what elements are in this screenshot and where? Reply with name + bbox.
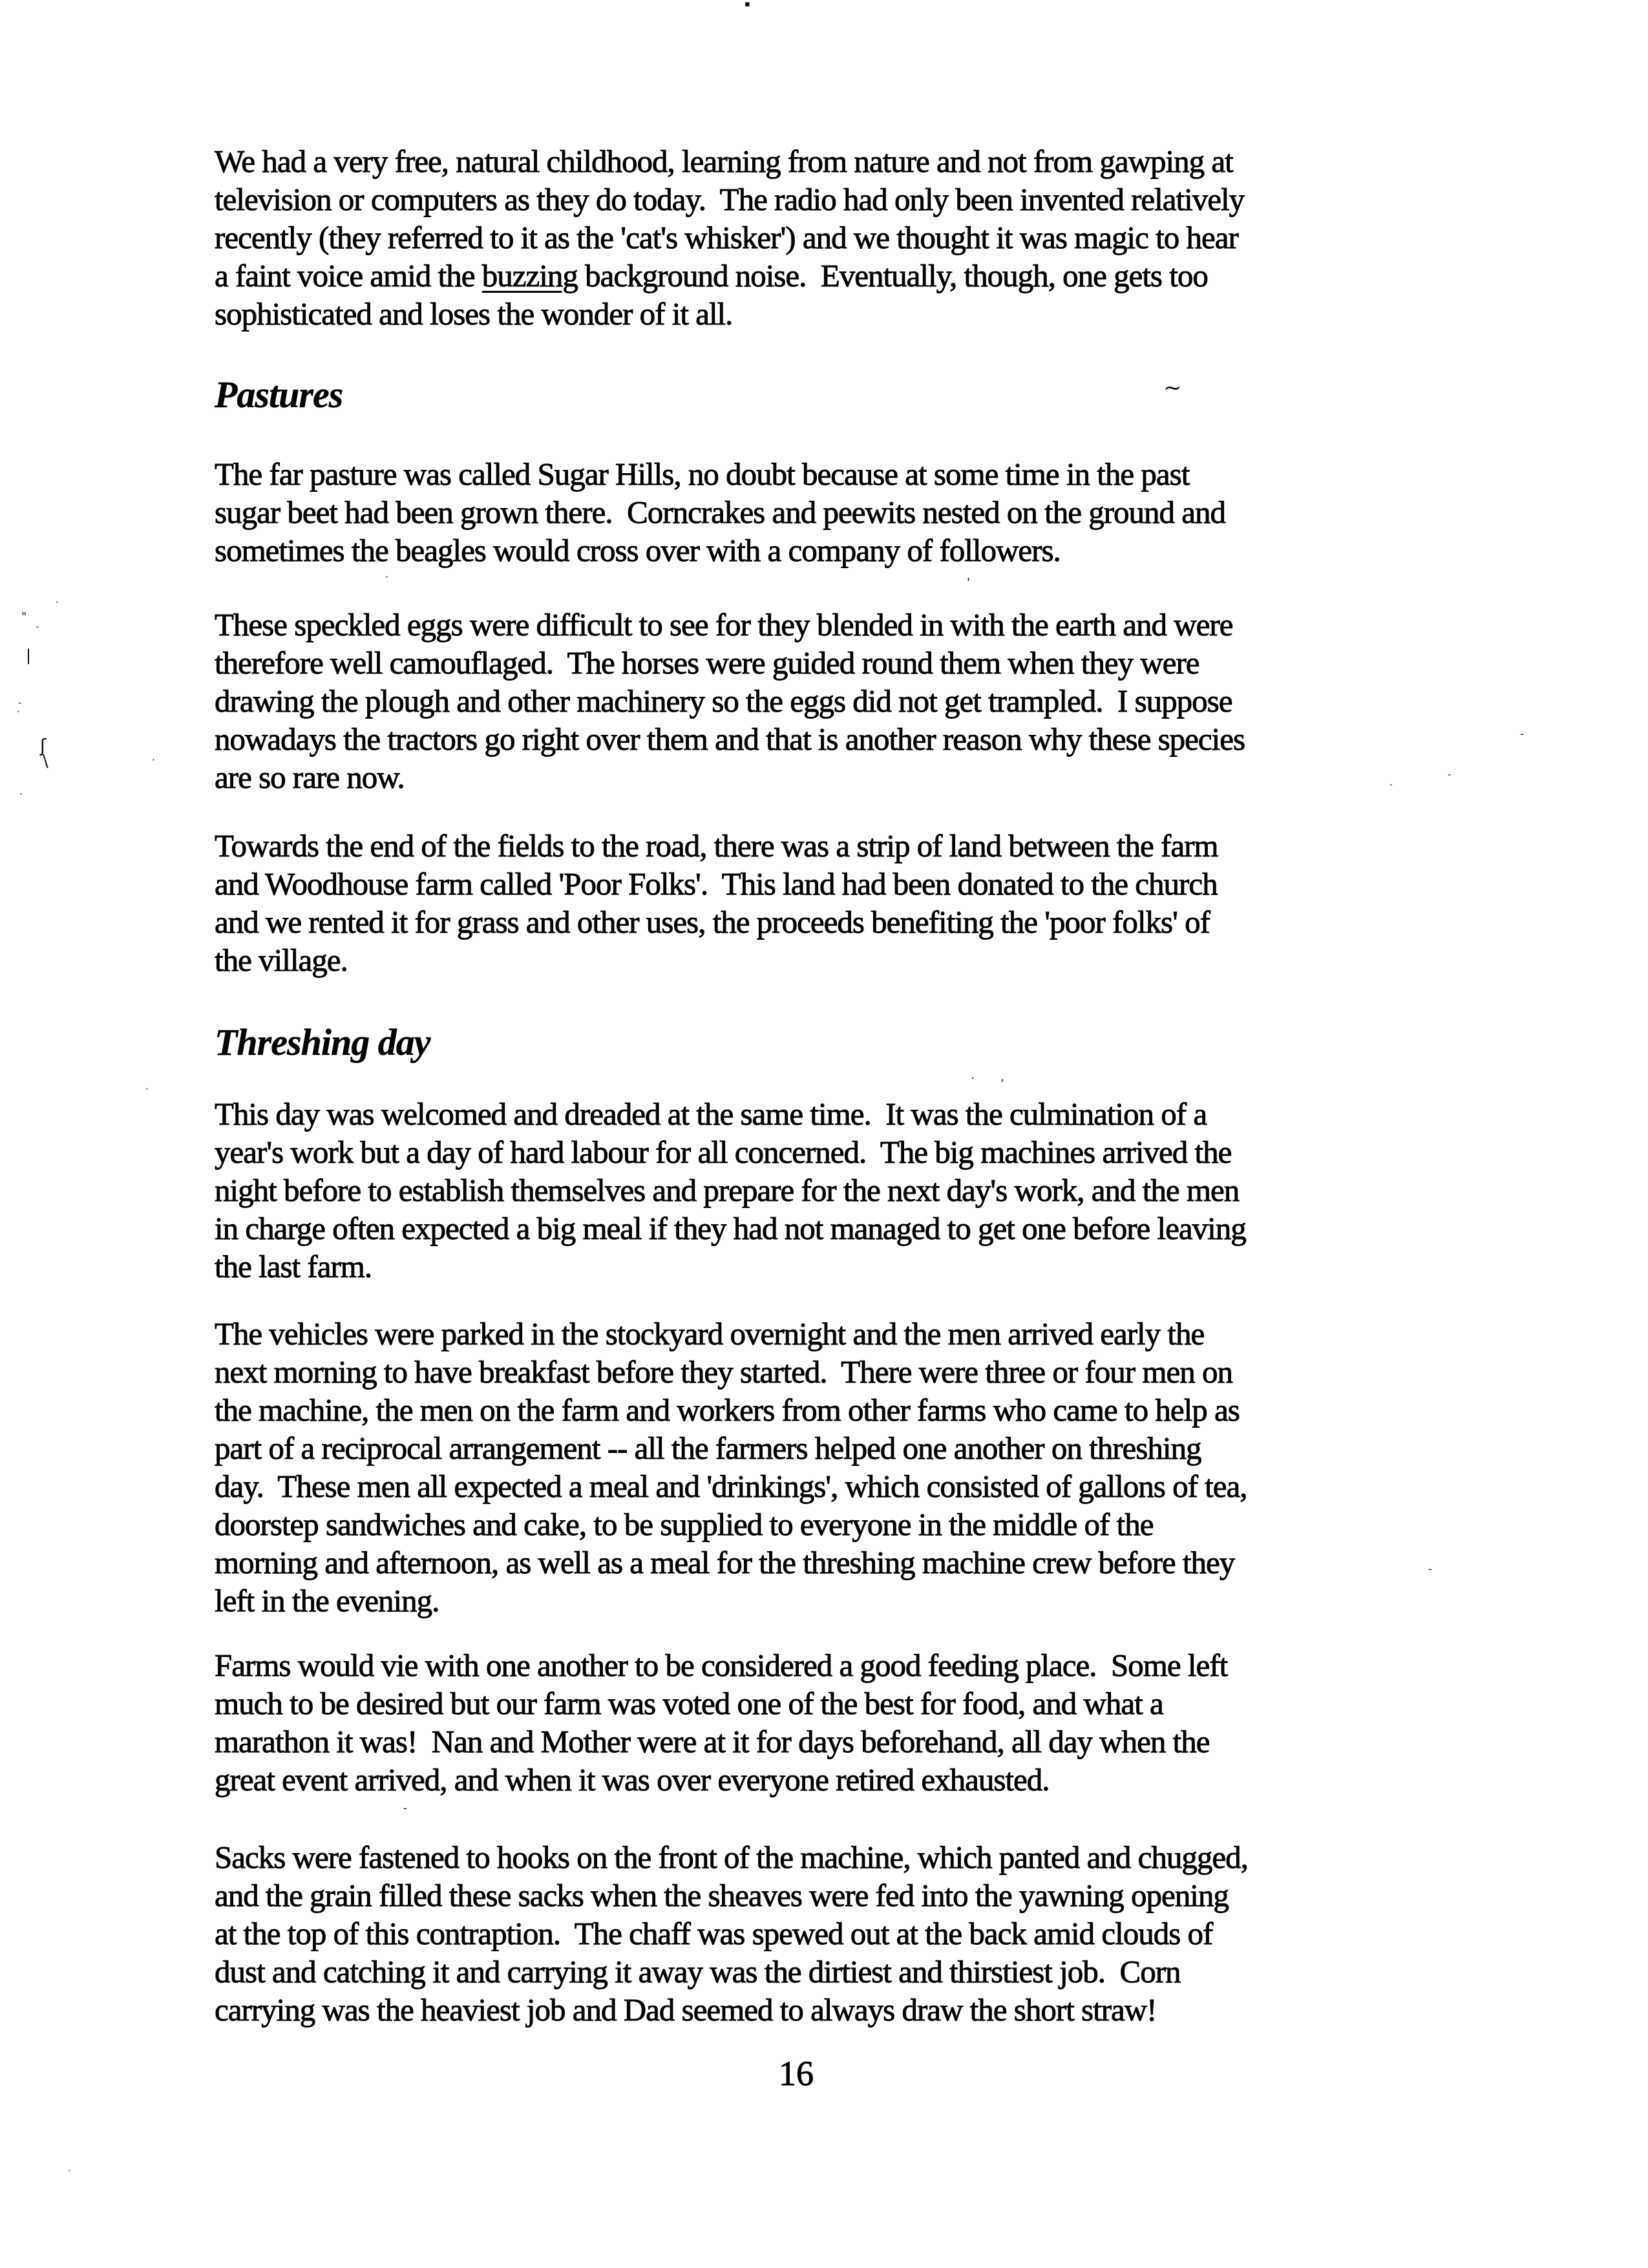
- text-line: sugar beet had been grown there. Corncrakes and peewits nested on the ground and: [215, 494, 1226, 530]
- text-line: dust and catching it and carrying it away was the dirtiest and thirstiest job. Corn: [215, 1954, 1181, 1989]
- text-line: part of a reciprocal arrangement -- all the farmers helped one another on threshing: [215, 1430, 1201, 1466]
- scan-noise-mark: .: [971, 1068, 975, 1082]
- scan-noise-mark: ·: [19, 789, 23, 800]
- scan-noise-mark: -: [1448, 770, 1452, 780]
- text-line: The vehicles were parked in the stockyard overnight and the men arrived early the: [215, 1316, 1205, 1351]
- scan-noise-mark: ·: [56, 597, 59, 608]
- scan-noise-mark: ~: [1163, 375, 1182, 401]
- scan-noise-mark: ·: [145, 1083, 149, 1095]
- paragraph-threshing-welcomed: [215, 1095, 1391, 1286]
- scan-noise-mark: .: [36, 618, 39, 630]
- text-segment: a faint voice amid the: [215, 258, 482, 293]
- text-line: much to be desired but our farm was voted one of the best for food, and what a: [215, 1686, 1163, 1721]
- scan-noise-mark: ": [21, 610, 27, 624]
- text-line: carrying was the heaviest job and Dad seemed to always draw the short straw!: [215, 1992, 1157, 2028]
- text-line: day. These men all expected a meal and 'drinkings', which consisted of gallons of tea,: [215, 1468, 1247, 1504]
- text-line: Towards the end of the fields to the road, there was a strip of land between the farm: [215, 828, 1218, 864]
- scan-noise-mark: |: [26, 646, 32, 664]
- text-line: This day was welcomed and dreaded at the same time. It was the culmination of a: [215, 1096, 1207, 1132]
- text-line: recently (they referred to it as the 'cat's whisker') and we thought it was magic to hear: [215, 220, 1238, 255]
- text-line: at the top of this contraption. The chaff was spewed out at the back amid clouds of: [215, 1916, 1213, 1951]
- scan-noise-mark: -: [1389, 780, 1393, 790]
- scan-noise-mark: ·: [385, 571, 389, 583]
- text-line: nowadays the tractors go right over them and that is another reason why these species: [215, 721, 1245, 757]
- scan-noise-mark: ·: [152, 754, 156, 766]
- scan-noise-mark: -: [1428, 1563, 1432, 1575]
- text-line: and the grain filled these sacks when the sheaves were fed into the yawning opening: [215, 1878, 1229, 1913]
- scan-noise-mark: ·: [68, 2166, 71, 2176]
- text-line: the last farm.: [215, 1249, 372, 1284]
- text-line: sometimes the beagles would cross over with a company of followers.: [215, 533, 1061, 568]
- text-line: television or computers as they do today. The radio had only been invented relatively: [215, 182, 1245, 217]
- scan-noise-mark: -: [403, 1802, 408, 1815]
- text-line: the machine, the men on the farm and workers from other farms who came to help as: [215, 1392, 1240, 1428]
- text-line: We had a very free, natural childhood, learning from nature and not from gawping at: [215, 143, 1233, 179]
- text-line: next morning to have breakfast before they started. There were three or four men on: [215, 1354, 1232, 1390]
- text-line: doorstep sandwiches and cake, to be supplied to everyone in the middle of the: [215, 1507, 1154, 1542]
- text-line: year's work but a day of hard labour for all concerned. The big machines arrived the: [215, 1134, 1232, 1170]
- text-line: marathon it was! Nan and Mother were at it for days beforehand, all day when the: [215, 1724, 1210, 1759]
- text-line: are so rare now.: [215, 759, 405, 795]
- scan-noise-mark: -: [18, 697, 22, 708]
- scan-noise-mark: .: [17, 703, 20, 715]
- text-line: Farms would vie with one another to be considered a good feeding place. Some left: [215, 1648, 1228, 1683]
- scan-noise-mark: ,: [1000, 1070, 1004, 1084]
- text-line: sophisticated and loses the wonder of it all.: [215, 296, 733, 332]
- text-line: drawing the plough and other machinery so the eggs did not get trampled. I suppose: [215, 683, 1232, 719]
- text-line: Sacks were fastened to hooks on the front of the machine, which panted and chugged,: [215, 1839, 1248, 1875]
- text-line: morning and afternoon, as well as a meal for the threshing machine crew before they: [215, 1545, 1235, 1580]
- scan-noise-mark: ▪: [745, 0, 750, 9]
- text-line: [215, 257, 1391, 295]
- text-line: left in the evening.: [215, 1583, 439, 1618]
- scan-noise-mark: ': [967, 576, 970, 589]
- section-heading-threshing-day: Threshing day: [215, 1021, 430, 1063]
- scan-noise-mark: ʃ: [40, 735, 47, 756]
- text-line: the village.: [215, 942, 348, 978]
- text-line: night before to establish themselves and prepare for the next day's work, and the men: [215, 1172, 1240, 1208]
- text-line: and Woodhouse farm called 'Poor Folks'. This land had been donated to the church: [215, 866, 1218, 902]
- text-line: and we rented it for grass and other uses, the proceeds benefiting the 'poor folks' of: [215, 904, 1210, 940]
- text-line: in charge often expected a big meal if they had not managed to get one before leaving: [215, 1211, 1246, 1246]
- paragraph-speckled-eggs: [215, 606, 1391, 796]
- scan-noise-mark: \: [43, 752, 48, 771]
- paragraph-vehicles-stockyard: [215, 1315, 1391, 1620]
- page-number: 16: [779, 2054, 814, 2093]
- text-segment: background noise. Eventually, though, one gets too: [577, 258, 1208, 293]
- scan-noise-mark: -: [1520, 728, 1524, 740]
- underlined-word: buzzing: [481, 258, 578, 293]
- text-line: therefore well camouflaged. The horses were guided round them when they were: [215, 645, 1199, 681]
- section-heading-pastures: Pastures: [215, 374, 343, 416]
- text-line: These speckled eggs were difficult to see for they blended in with the earth and were: [215, 607, 1233, 642]
- paragraph-poor-folks: [215, 827, 1391, 979]
- paragraph-childhood: [215, 142, 1391, 333]
- paragraph-far-pasture: [215, 455, 1391, 569]
- paragraph-sacks-machine: [215, 1838, 1391, 2029]
- paragraph-feeding-place: [215, 1646, 1391, 1799]
- text-line: The far pasture was called Sugar Hills, no doubt because at some time in the past: [215, 456, 1190, 492]
- text-line: great event arrived, and when it was over everyone retired exhausted.: [215, 1762, 1050, 1797]
